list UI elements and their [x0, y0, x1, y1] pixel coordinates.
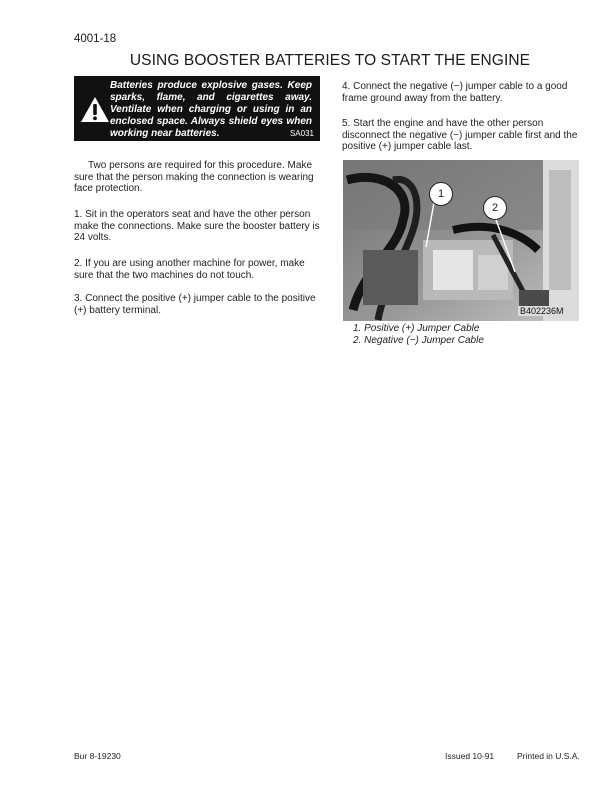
step-4: 4. Connect the negative (−) jumper cable to a good frame ground away from the battery. — [342, 81, 568, 104]
step-1: 1. Sit in the operators seat and have the other person make the connections. Make sure the booster battery is 24 volts. — [74, 209, 320, 244]
warning-code: SA031 — [289, 129, 314, 138]
footer-printed: Printed in U.S.A. — [517, 751, 580, 761]
figure-code: B402236M — [520, 306, 564, 316]
page-title: USING BOOSTER BATTERIES TO START THE ENGINE — [129, 52, 531, 69]
warning-box — [74, 76, 320, 141]
step-2: 2. If you are using another machine for power, make sure that the two machines do not touch. — [74, 258, 305, 281]
caption-2: 2. Negative (−) Jumper Cable — [353, 335, 484, 346]
warning-text: Batteries produce explosive gases. Keep sparks, flame, and cigarettes away. Ventilate when charging or using in an enclosed space. Always shield eyes when working near batteries. — [110, 80, 312, 139]
footer-doc-number: Bur 8-19230 — [74, 751, 121, 761]
warning-triangle-icon — [80, 96, 110, 123]
jumper-cable-photo — [343, 160, 579, 321]
step-5: 5. Start the engine and have the other person disconnect the negative (−) jumper cable first and the positive (+) jumper cable last. — [342, 118, 578, 153]
callout-2: 2 — [483, 196, 507, 220]
intro-paragraph: Two persons are required for this procedure. Make sure that the person making the connection is wearing face protection. — [74, 160, 314, 195]
step-3: 3. Connect the positive (+) jumper cable to the positive (+) battery terminal. — [74, 293, 316, 316]
page-number: 4001-18 — [74, 33, 117, 45]
callout-1: 1 — [429, 182, 453, 206]
footer-issued: Issued 10-91 — [445, 751, 495, 761]
caption-1: 1. Positive (+) Jumper Cable — [353, 323, 480, 334]
